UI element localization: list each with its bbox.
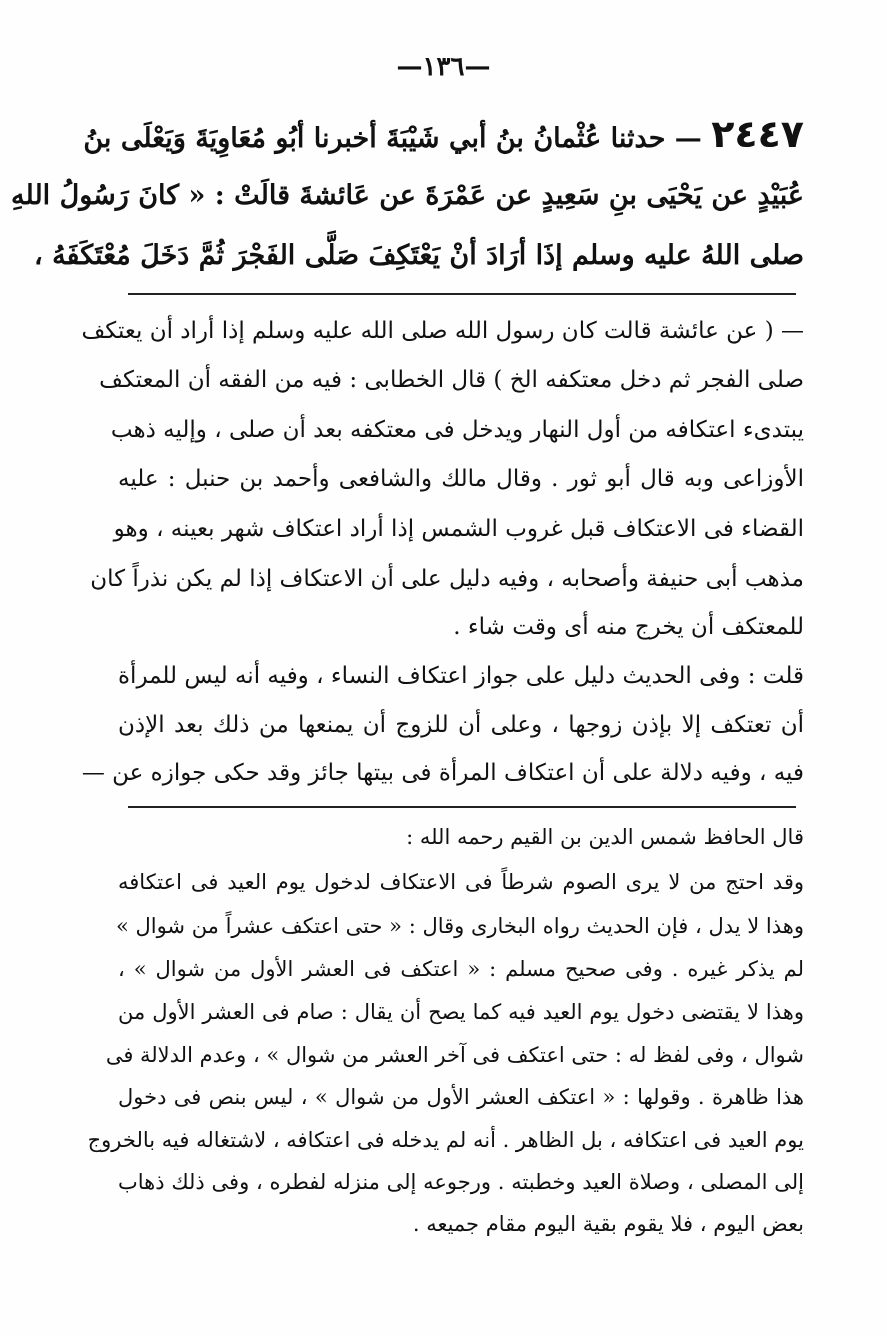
commentary-line: يبتدىء اعتكافه من أول النهار ويدخل فى معتكفه بعد أن صلى ، وإليه ذهب [110,417,804,443]
commentary-line: فيه ، وفيه دلالة على أن اعتكاف المرأة فى بيتها جائز وقد حكى جوازه عن — [81,760,804,786]
commentary-line: أن تعتكف إلا بإذن زوجها ، وعلى أن للزوج أن يمنعها من ذلك بعد الإذن [118,712,804,738]
notes-line: شوال ، وفى لفظ له : حتى اعتكف فى آخر العشر من شوال » ، وعدم الدلالة فى [105,1043,804,1067]
hadith-line-1 [83,112,804,156]
notes-line: هذا ظاهرة . وقولها : « اعتكف العشر الأول من شوال » ، ليس بنص فى دخول [118,1085,804,1109]
hadith-line-2: عُبَيْدٍ عن يَحْيَى بنِ سَعِيدٍ عن عَمْرَةَ عن عَائشةَ قالَتْ : « كانَ رَسُولُ اللهِ [11,180,804,211]
notes-line: بعض اليوم ، فلا يقوم بقية اليوم مقام جميعه . [412,1212,804,1236]
commentary-line: مذهب أبى حنيفة وأصحابه ، وفيه دليل على أن الاعتكاف إذا لم يكن نذراً كان [90,566,804,592]
hadith-text: — حدثنا عُثْمانُ بنُ أبي شَيْبَةَ أخبرنا أبُو مُعَاوِيَةَ وَيَعْلَى بنُ [83,123,702,154]
notes-line: وقد احتج من لا يرى الصوم شرطاً فى الاعتكاف لدخول يوم العيد فى اعتكافه [118,870,804,894]
commentary-line: — ( عن عائشة قالت كان رسول الله صلى الله عليه وسلم إذا أراد أن يعتكف [81,318,804,344]
notes-heading: قال الحافظ شمس الدين بن القيم رحمه الله : [406,825,804,849]
notes-line: وهذا لا يقتضى دخول يوم العيد فيه كما يصح أن يقال : صام فى العشر الأول من [118,1000,804,1024]
commentary-line: الأوزاعى وبه قال أبو ثور . وقال مالك والشافعى وأحمد بن حنبل : عليه [118,466,804,492]
page-number: —١٣٦— [396,52,491,82]
hadith-number: ٢٤٤٧ [711,112,804,156]
notes-line: إلى المصلى ، وصلاة العيد وخطبته . ورجوعه إلى منزله لفطره ، وفى ذلك ذهاب [118,1170,804,1194]
commentary-line: قلت : وفى الحديث دليل على جواز اعتكاف النساء ، وفيه أنه ليس للمرأة [118,663,804,689]
notes-line: وهذا لا يدل ، فإن الحديث رواه البخارى وقال : « حتى اعتكف عشراً من شوال » [115,914,804,938]
commentary-line: للمعتكف أن يخرج منه أى وقت شاء . [453,614,804,640]
notes-line: لم يذكر غيره . وفى صحيح مسلم : « اعتكف فى العشر الأول من شوال » ، [118,957,804,981]
commentary-line: القضاء فى الاعتكاف قبل غروب الشمس إذا أراد اعتكاف شهر بعينه ، وهو [113,516,804,542]
separator-rule [128,293,796,295]
hadith-line-3: صلى اللهُ عليه وسلم إذَا أرَادَ أنْ يَعْتَكِفَ صَلَّى الفَجْرَ ثُمَّ دَخَلَ مُعْتَكَفَهُ ، [33,240,804,271]
commentary-line: صلى الفجر ثم دخل معتكفه الخ ) قال الخطابى : فيه من الفقه أن المعتكف [99,367,804,393]
notes-line: يوم العيد فى اعتكافه ، بل الظاهر . أنه لم يدخله فى اعتكافه ، لاشتغاله فيه بالخروج [87,1128,804,1152]
separator-rule [128,806,796,808]
